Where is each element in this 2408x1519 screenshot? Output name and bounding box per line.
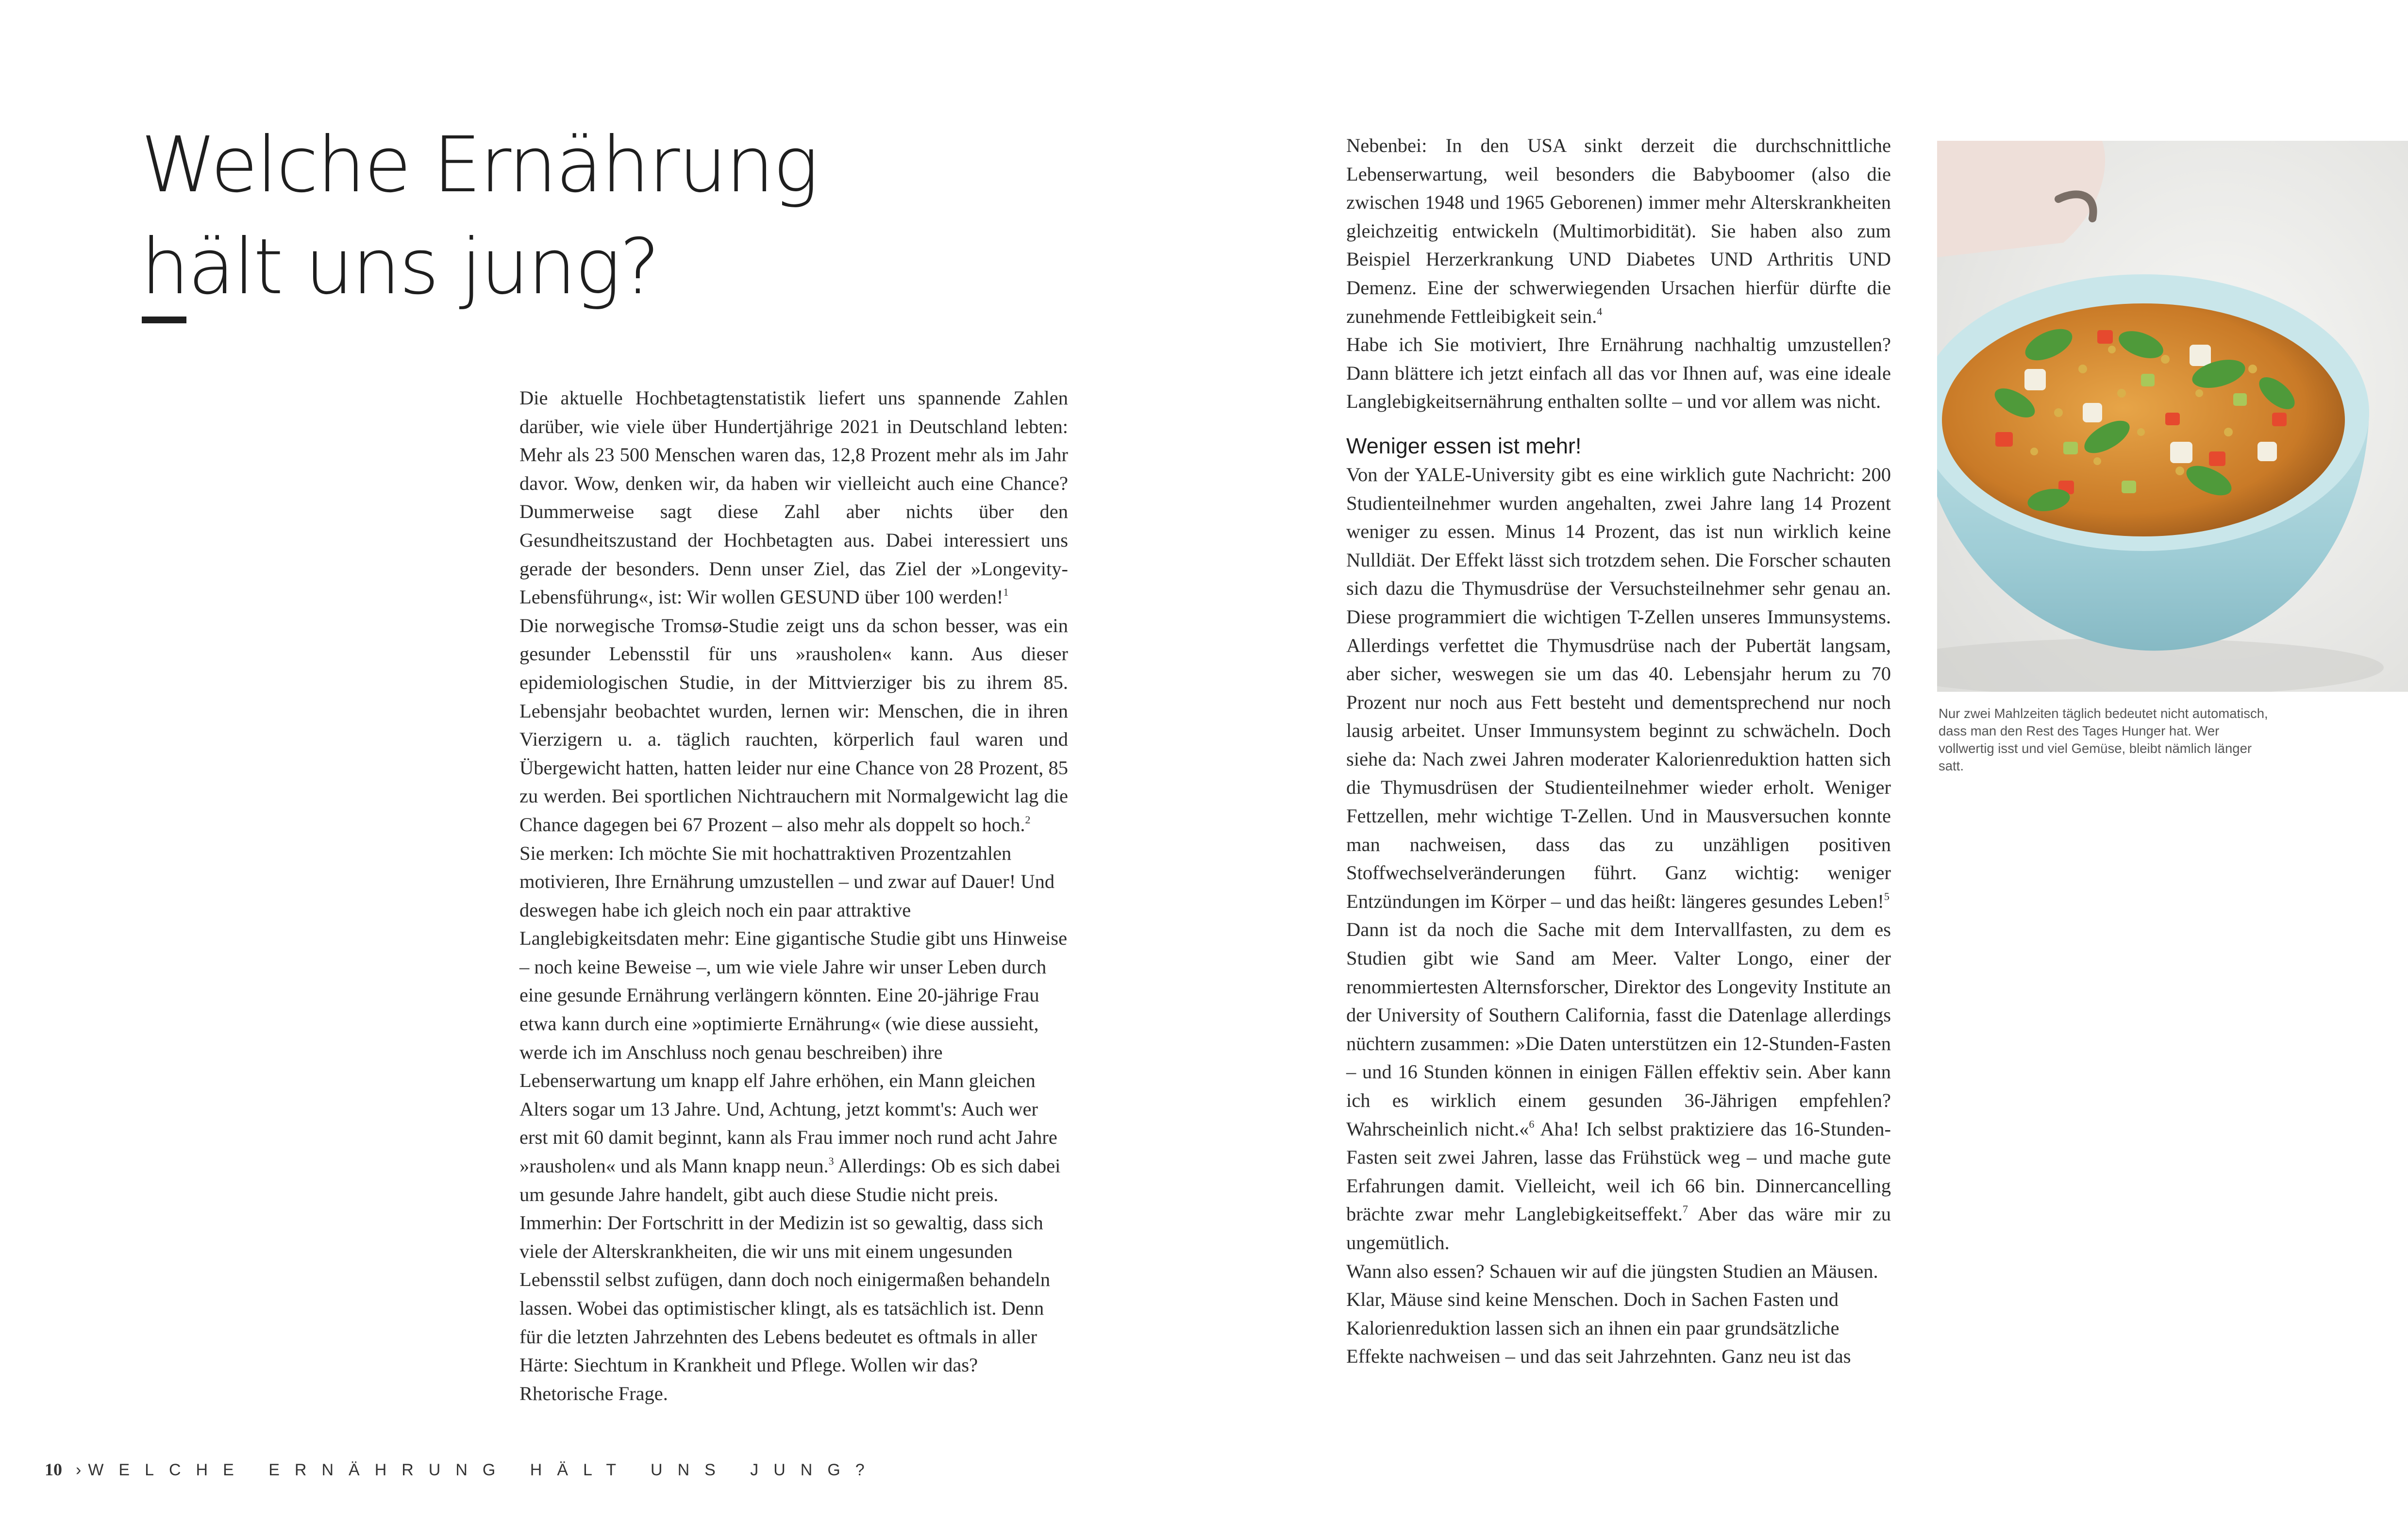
body-paragraph: Nebenbei: In den USA sinkt derzeit die durchschnittliche Lebenserwartung, weil besonders die Babyboomer (also die zwischen 1948 und 1965 Geborenen) immer mehr Alterskrankheiten gleichzeitig entwickeln (Multimorbidität). Sie haben also zum Beispiel Herzerkrankung UND Diabetes UND Arthritis UND Demenz. Eine der schwerwiegenden Ursachen hierfür dürfte die zunehmende Fettleibigkeit sein.$^4$: [1346, 134, 1891, 327]
photo-caption: Nur zwei Mahlzeiten täglich bedeutet nicht automatisch, dass man den Rest des Tages Hunger hat. Wer vollwertig isst und viel Gemüse, bleibt nämlich länger satt.: [1939, 706, 2268, 773]
left-body-column: [519, 384, 1068, 1408]
body-paragraph: Sie merken: Ich möchte Sie mit hochattraktiven Prozentzahlen motivieren, Ihre Ernährung umzustellen – und zwar auf Dauer! Und deswegen habe ich gleich noch ein paar attraktive Langlebigkeitsdaten mehr: Eine gigantische Studie gibt uns Hinweise – noch keine Beweise –, um wie viele Jahre wir unser Leben durch eine gesunde Ernährung verlängern könnten. Eine 20-jährige Frau etwa kann durch eine »optimierte Ernährung« (wie diese aussieht, werde ich im Anschluss noch genau beschreiben) ihre Lebenserwartung um knapp elf Jahre erhöhen, ein Mann gleichen Alters sogar um 13 Jahre. Und, Achtung, jetzt kommt's: Auch wer erst mit 60 damit beginnt, kann als Frau immer noch rund acht Jahre »rausholen« und als Mann knapp neun.$^3$ Allerdings: Ob es sich dabei um gesunde Jahre handelt, gibt auch diese Studie nicht preis. Immerhin: Der Fortschritt in der Medizin ist so gewaltig, dass sich viele der Alterskrankheiten, die wir uns mit einem ungesunden Lebensstil selbst zufügen, dann doch noch einigermaßen behandeln lassen. Wobei das optimistischer klingt, als es tatsächlich ist. Denn für die letzten Jahrzehnten des Lebens bedeutet es oftmals in aller Härte: Siechtum in Krankheit und Pflege. Wollen wir das? Rhetorische Frage.: [519, 842, 1068, 1404]
chapter-title-line-2: hält uns jung?: [141, 222, 659, 312]
body-paragraph: Habe ich Sie motiviert, Ihre Ernährung nachhaltig umzustellen? Dann blättere ich jetzt einfach all das vor Ihnen auf, was eine ideale Langlebigkeitsernährung enthalten sollte – und vor allem was nicht.: [1346, 334, 1891, 413]
body-paragraph: Wann also essen? Schauen wir auf die jüngsten Studien an Mäusen. Klar, Mäuse sind keine Menschen. Doch in Sachen Fasten und Kalorienreduktion lassen sich an ihnen ein paar grundsätzliche Effekte nachweisen – und das seit Jahrzehnten. Ganz neu ist das: [1346, 1260, 1878, 1368]
footer-separator-glyph: ›: [76, 1461, 82, 1479]
body-paragraph: Die norwegische Tromsø-Studie zeigt uns da schon besser, was ein gesunder Lebensstil für uns »rausholen« kann. Aus dieser epidemiologischen Studie, in der Mittvierziger bis zu ihrem 85. Lebensjahr beobachtet wurden, lernen wir: Menschen, die in ihren Vierzigern u. a. täglich rauchten, körperlich faul waren und Übergewicht hatten, hatten leider nur eine Chance von 28 Prozent, 85 zu werden. Bei sportlichen Nichtrauchern mit Normalgewicht lag die Chance dagegen bei 67 Prozent – also mehr als doppelt so hoch.$^2$: [519, 614, 1068, 835]
footnote-ref: 7: [1682, 1203, 1688, 1216]
footnote-ref: 1: [1003, 586, 1009, 599]
footnote-ref: 4: [1597, 305, 1603, 317]
footnote-ref: 3: [828, 1155, 834, 1168]
chapter-title: [141, 114, 820, 318]
running-footer: [45, 1455, 880, 1484]
chapter-title-line-1: Welche Ernährung: [141, 120, 818, 210]
soup-bowl-photo: [1937, 141, 2408, 692]
body-paragraph: Dann ist da noch die Sache mit dem Intervallfasten, zu dem es Studien gibt wie Sand am Meer. Valter Longo, einer der renommiertesten Alternsforscher, Direktor des Longevity Institute an der University of Southern California, fasst die Datenlage allerdings nüchtern zusammen: »Die Daten unterstützen ein 12-Stunden-Fasten – und 16 Stunden können in einigen Fällen effektiv sein. Aber kann ich es wirklich einem gesunden 36-Jährigen empfehlen? Wahrscheinlich nicht.«$^6$ Aha! Ich selbst praktiziere das 16-Stunden-Fasten seit zwei Jahren, lasse das Frühstück weg – und mache gute Erfahrungen damit. Vielleicht, weil ich 66 bin. Dinnercancelling brächte zwar mehr Langlebigkeitseffekt.$^7$ Aber das wäre mir zu ungemütlich.: [1346, 918, 1891, 1253]
right-body-column: [1346, 132, 1891, 1371]
body-paragraph: Von der YALE-University gibt es eine wirklich gute Nachricht: 200 Studienteilnehmer wurden angehalten, zwei Jahre lang 14 Prozent weniger zu essen. Minus 14 Prozent, das ist nun wirklich keine Nulldiät. Der Effekt lässt sich trotzdem sehen. Die Forscher schauten sich dazu die Thymusdrüse der Versuchsteilnehmer sehr genau an. Diese programmiert die wichtigen T-Zellen unseres Immunsystems. Allerdings verfettet die Thymusdrüse nach der Pubertät langsam, aber sicher, weswegen sie um das 40. Lebensjahr herum zu 70 Prozent nur noch aus Fett besteht und dementsprechend nur noch lausig arbeitet. Unser Immunsystem beginnt zu schwächeln. Doch siehe da: Nach zwei Jahren moderater Kalorienreduktion hatten sich die Thymusdrüsen der Studienteilnehmer wieder erholt. Weniger Fettzellen, mehr wichtige T-Zellen. Und in Mausversuchen konnte man nachweisen, dass das zu unzähligen positiven Stoffwechselveränderungen führt. Ganz wichtig: weniger Entzündungen im Körper – und das heißt: längeres gesundes Leben!$^5$: [1346, 463, 1891, 912]
section-subheading: Weniger essen ist mehr!: [1346, 433, 1582, 458]
footnote-ref: 2: [1025, 813, 1031, 826]
footnote-ref: 5: [1884, 890, 1890, 902]
body-paragraph: Die aktuelle Hochbetagtenstatistik liefert uns spannende Zahlen darüber, wie viele über Hundertjährige 2021 in Deutschland lebten: Mehr als 23 500 Menschen waren das, 12,8 Prozent mehr als im Jahr davor. Wow, denken wir, da haben wir vielleicht auch eine Chance? Dummerweise sagt diese Zahl aber nichts über den Gesundheitszustand der Hochbetagten aus. Dabei interessiert uns gerade der besonders. Denn unser Ziel, das Ziel der »Longevity-Lebensführung«, ist: Wir wollen GESUND über 100 werden!$^1$: [519, 387, 1068, 608]
running-title: WELCHE ERNÄHRUNG HÄLT UNS JUNG?: [88, 1461, 880, 1479]
soup-bowl-illustration: [1937, 141, 2408, 692]
footnote-ref: 6: [1529, 1118, 1535, 1130]
title-dash-rule: [142, 317, 186, 323]
page-number: 10: [45, 1460, 62, 1479]
